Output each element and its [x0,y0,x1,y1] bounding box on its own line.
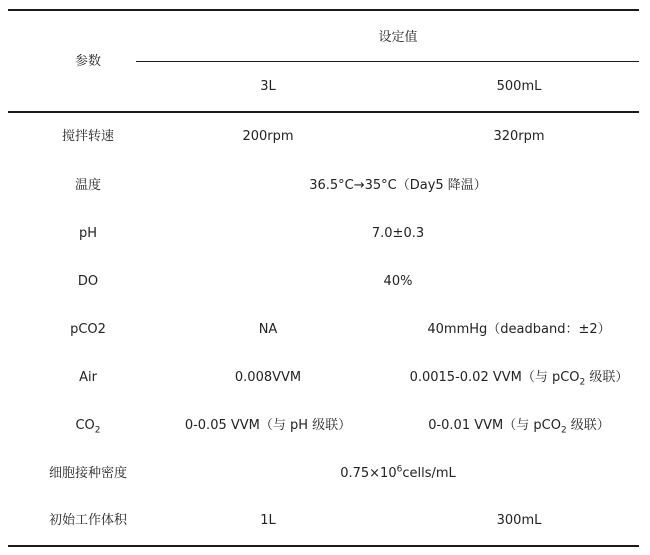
table-row-500ml-value: 40mmHg（deadband：±2） [427,322,611,337]
table-row-3l-value: 1L [260,513,276,528]
value-part: 0.0015-0.02 VVM（与 pCO [409,370,580,385]
table-row-3l-value: 200rpm [242,129,294,144]
header-col-3l: 3L [260,79,276,94]
table-row-param: Air [79,370,97,385]
table-row-merged-value: 40% [383,274,413,289]
table-row-500ml-value: 300mL [496,513,542,528]
table-row-param: 搅拌转速 [61,129,115,144]
table-row-param: pCO2 [70,322,106,337]
table-row-500ml-value [428,418,610,434]
table-row-500ml-value [410,370,629,386]
param-part: CO [75,418,95,433]
subscript: 2 [560,425,567,436]
value-part: 0.75×10 [340,466,397,481]
value-part: 级联） [566,418,610,433]
table-row-param: DO [77,274,99,289]
table-row-param [75,418,100,434]
bottom-rule [8,545,639,547]
table-row-param: pH [78,226,98,241]
header-bottom-rule [8,111,639,113]
value-part: 0-0.01 VVM（与 pCO [428,418,561,433]
superscript: 6 [396,464,403,475]
top-rule [8,9,639,11]
subscript: 2 [94,425,101,436]
table-row-merged-value: 36.5°C→35°C（Day5 降温） [309,178,487,193]
table-row-param: 初始工作体积 [48,513,128,528]
setpoint-underline [136,61,639,62]
table-row-500ml-value: 320rpm [493,129,545,144]
value-part: 级联） [585,370,629,385]
header-setpoint: 设定值 [378,30,418,45]
table-row-merged-value: 7.0±0.3 [371,226,425,241]
table-row-3l-value: NA [258,322,278,337]
table-row-param: 细胞接种密度 [48,466,128,481]
subscript: 2 [579,377,586,388]
table-row-3l-value: 0.008VVM [234,370,302,385]
table-row-merged-value [340,466,456,482]
header-param: 参数 [74,54,102,69]
table-row-param: 温度 [74,178,102,193]
value-part: cells/mL [402,466,456,481]
header-col-500ml: 500mL [496,79,542,94]
table-row-3l-value: 0-0.05 VVM（与 pH 级联） [184,418,352,433]
